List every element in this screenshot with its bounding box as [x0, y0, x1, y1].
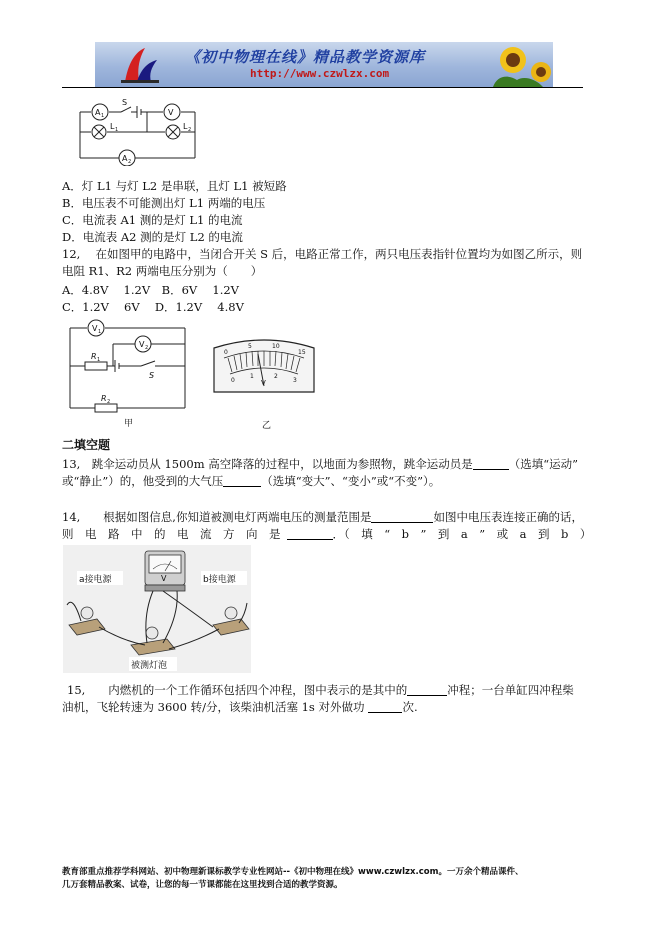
- q12-meter-top-tick-1: 5: [248, 343, 252, 350]
- q11-option-a: A．灯 L1 与灯 L2 是串联，且灯 L1 被短路: [62, 179, 287, 193]
- q11-option-d: D．电流表 A2 测的是灯 L2 的电流: [62, 230, 243, 244]
- q12-r1-sub: 1: [97, 357, 101, 363]
- q12-voltmeter-figure-yi: [210, 336, 318, 432]
- q11-l2-sub: 2: [188, 127, 192, 133]
- q12-s-label: S: [149, 371, 155, 380]
- footer-line2: 几万套精品教案、试卷，让您的每一节课都能在这里找到合适的教学资源。: [62, 880, 343, 890]
- q12-text-line1: 12, 在如图甲的电路中，当闭合开关 S 后，电路正常工作，两只电压表指针位置均为如图乙所示，则: [62, 247, 583, 261]
- q14-a-source-label: a接电源: [79, 575, 112, 585]
- q13-line2-text-b: （选填“变大”、“变小”或“不变”）。: [261, 474, 441, 488]
- q13-line2: [62, 473, 440, 489]
- q12-r1-label: R: [91, 352, 97, 361]
- q14-bulb-label: 被测灯泡: [131, 661, 168, 671]
- q14-blank-2: [287, 527, 333, 540]
- q11-a1-sub: 1: [101, 113, 105, 119]
- q12-v1-sub: 1: [98, 329, 102, 335]
- q12-text-line2: 电阻 R1、R2 两端电压分别为（ ）: [62, 264, 263, 278]
- q14-line1-text-b: 如图中电压表连接正确的话，: [433, 510, 583, 524]
- q12-meter-top-tick-2: 10: [272, 343, 280, 350]
- q12-r2-sub: 2: [107, 399, 111, 405]
- q11-option-c: C．电流表 A1 测的是灯 L1 的电流: [62, 213, 243, 227]
- q14-line2-text-b: ．（ 填 “ b ” 到 a ” 或 a 到 b ）: [332, 527, 592, 541]
- q11-l1-label: L: [110, 122, 115, 131]
- q14-b-source-label: b接电源: [203, 575, 236, 585]
- q13-line2-text-a: 或“静止”）的，他受到的大气压: [62, 474, 224, 488]
- q14-circuit-photo: [63, 545, 251, 673]
- q12-options-row2: C．1.2V 6V D．1.2V 4.8V: [62, 300, 244, 314]
- q13-line1-text-b: （选填“运动”: [508, 457, 579, 471]
- q14-line1: [62, 509, 583, 525]
- q15-line1-text-a: 15, 内燃机的一个工作循环包括四个冲程，图中表示的是其中的: [67, 683, 408, 697]
- q11-circuit-figure: [75, 98, 200, 166]
- sunflower-icon: [483, 42, 553, 87]
- q13-blank-1: [473, 457, 509, 470]
- q11-s-label: S: [122, 98, 128, 107]
- site-logo-icon: [115, 44, 165, 86]
- q11-a1-label: A: [95, 108, 101, 117]
- q11-a2-sub: 2: [128, 159, 132, 165]
- q12-r2-label: R: [101, 394, 107, 403]
- q12-meter-unit: V: [261, 379, 266, 387]
- q15-line2-text-b: 次.: [402, 700, 418, 714]
- q15-line2-text-a: 油机，飞轮转速为 3600 转/分，该柴油机活塞 1s 对外做功: [62, 700, 365, 714]
- q14-meter-label: V: [161, 574, 167, 583]
- q15-blank-2: [368, 700, 402, 713]
- q11-l1-sub: 1: [115, 127, 119, 133]
- section-fill-blank-title: 二填空题: [62, 438, 111, 452]
- q12-options-row1: A．4.8V 1.2V B．6V 1.2V: [62, 283, 239, 297]
- q11-v-label: V: [168, 108, 174, 117]
- q11-l2-label: L: [183, 122, 188, 131]
- q14-line1-text-a: 14, 根据如图信息,你知道被测电灯两端电压的测量范围是: [62, 510, 372, 524]
- q12-meter-bottom-tick-2: 2: [274, 373, 278, 380]
- q12-meter-top-tick-3: 15: [298, 349, 306, 356]
- footer-line1: 教育部重点推荐学科网站、初中物理新课标教学专业性网站--《初中物理在线》www.czwlzx.com。一万余个精品课件、: [62, 867, 524, 877]
- q12-label-jia: 甲: [124, 419, 134, 429]
- q14-line2: [62, 526, 591, 542]
- q12-v2-label: V: [139, 340, 145, 349]
- q12-label-yi: 乙: [262, 421, 272, 431]
- q12-meter-bottom-tick-1: 1: [250, 373, 254, 380]
- q12-v1-label: V: [92, 324, 98, 333]
- header-divider: [62, 87, 583, 88]
- q14-line2-text-a: 则 电 路 中 的 电 流 方 向 是: [62, 527, 281, 541]
- header-banner: [95, 42, 553, 87]
- q13-line1-text-a: 13, 跳伞运动员从 1500m 高空降落的过程中，以地面为参照物，跳伞运动员是: [62, 457, 473, 471]
- q11-a2-label: A: [122, 154, 128, 163]
- q12-v2-sub: 2: [145, 345, 149, 351]
- q12-meter-top-tick-0: 0: [224, 349, 228, 356]
- q12-meter-bottom-tick-0: 0: [231, 377, 235, 384]
- q15-line1-text-b: 冲程；一台单缸四冲程柴: [447, 683, 574, 697]
- banner-url: http://www.czwlzx.com: [250, 67, 390, 80]
- q11-option-b: B．电压表不可能测出灯 L1 两端的电压: [62, 196, 266, 210]
- q12-circuit-figure-jia: [65, 318, 190, 430]
- q12-meter-bottom-tick-3: 3: [293, 377, 297, 384]
- q15-line2: [62, 699, 418, 715]
- q13-line1: [62, 456, 578, 472]
- q13-blank-2: [223, 474, 261, 487]
- q15-blank-1: [407, 683, 447, 696]
- q15-line1: [67, 682, 574, 698]
- q14-blank-1: [371, 510, 433, 523]
- banner-title: 《初中物理在线》精品教学资源库: [185, 48, 426, 66]
